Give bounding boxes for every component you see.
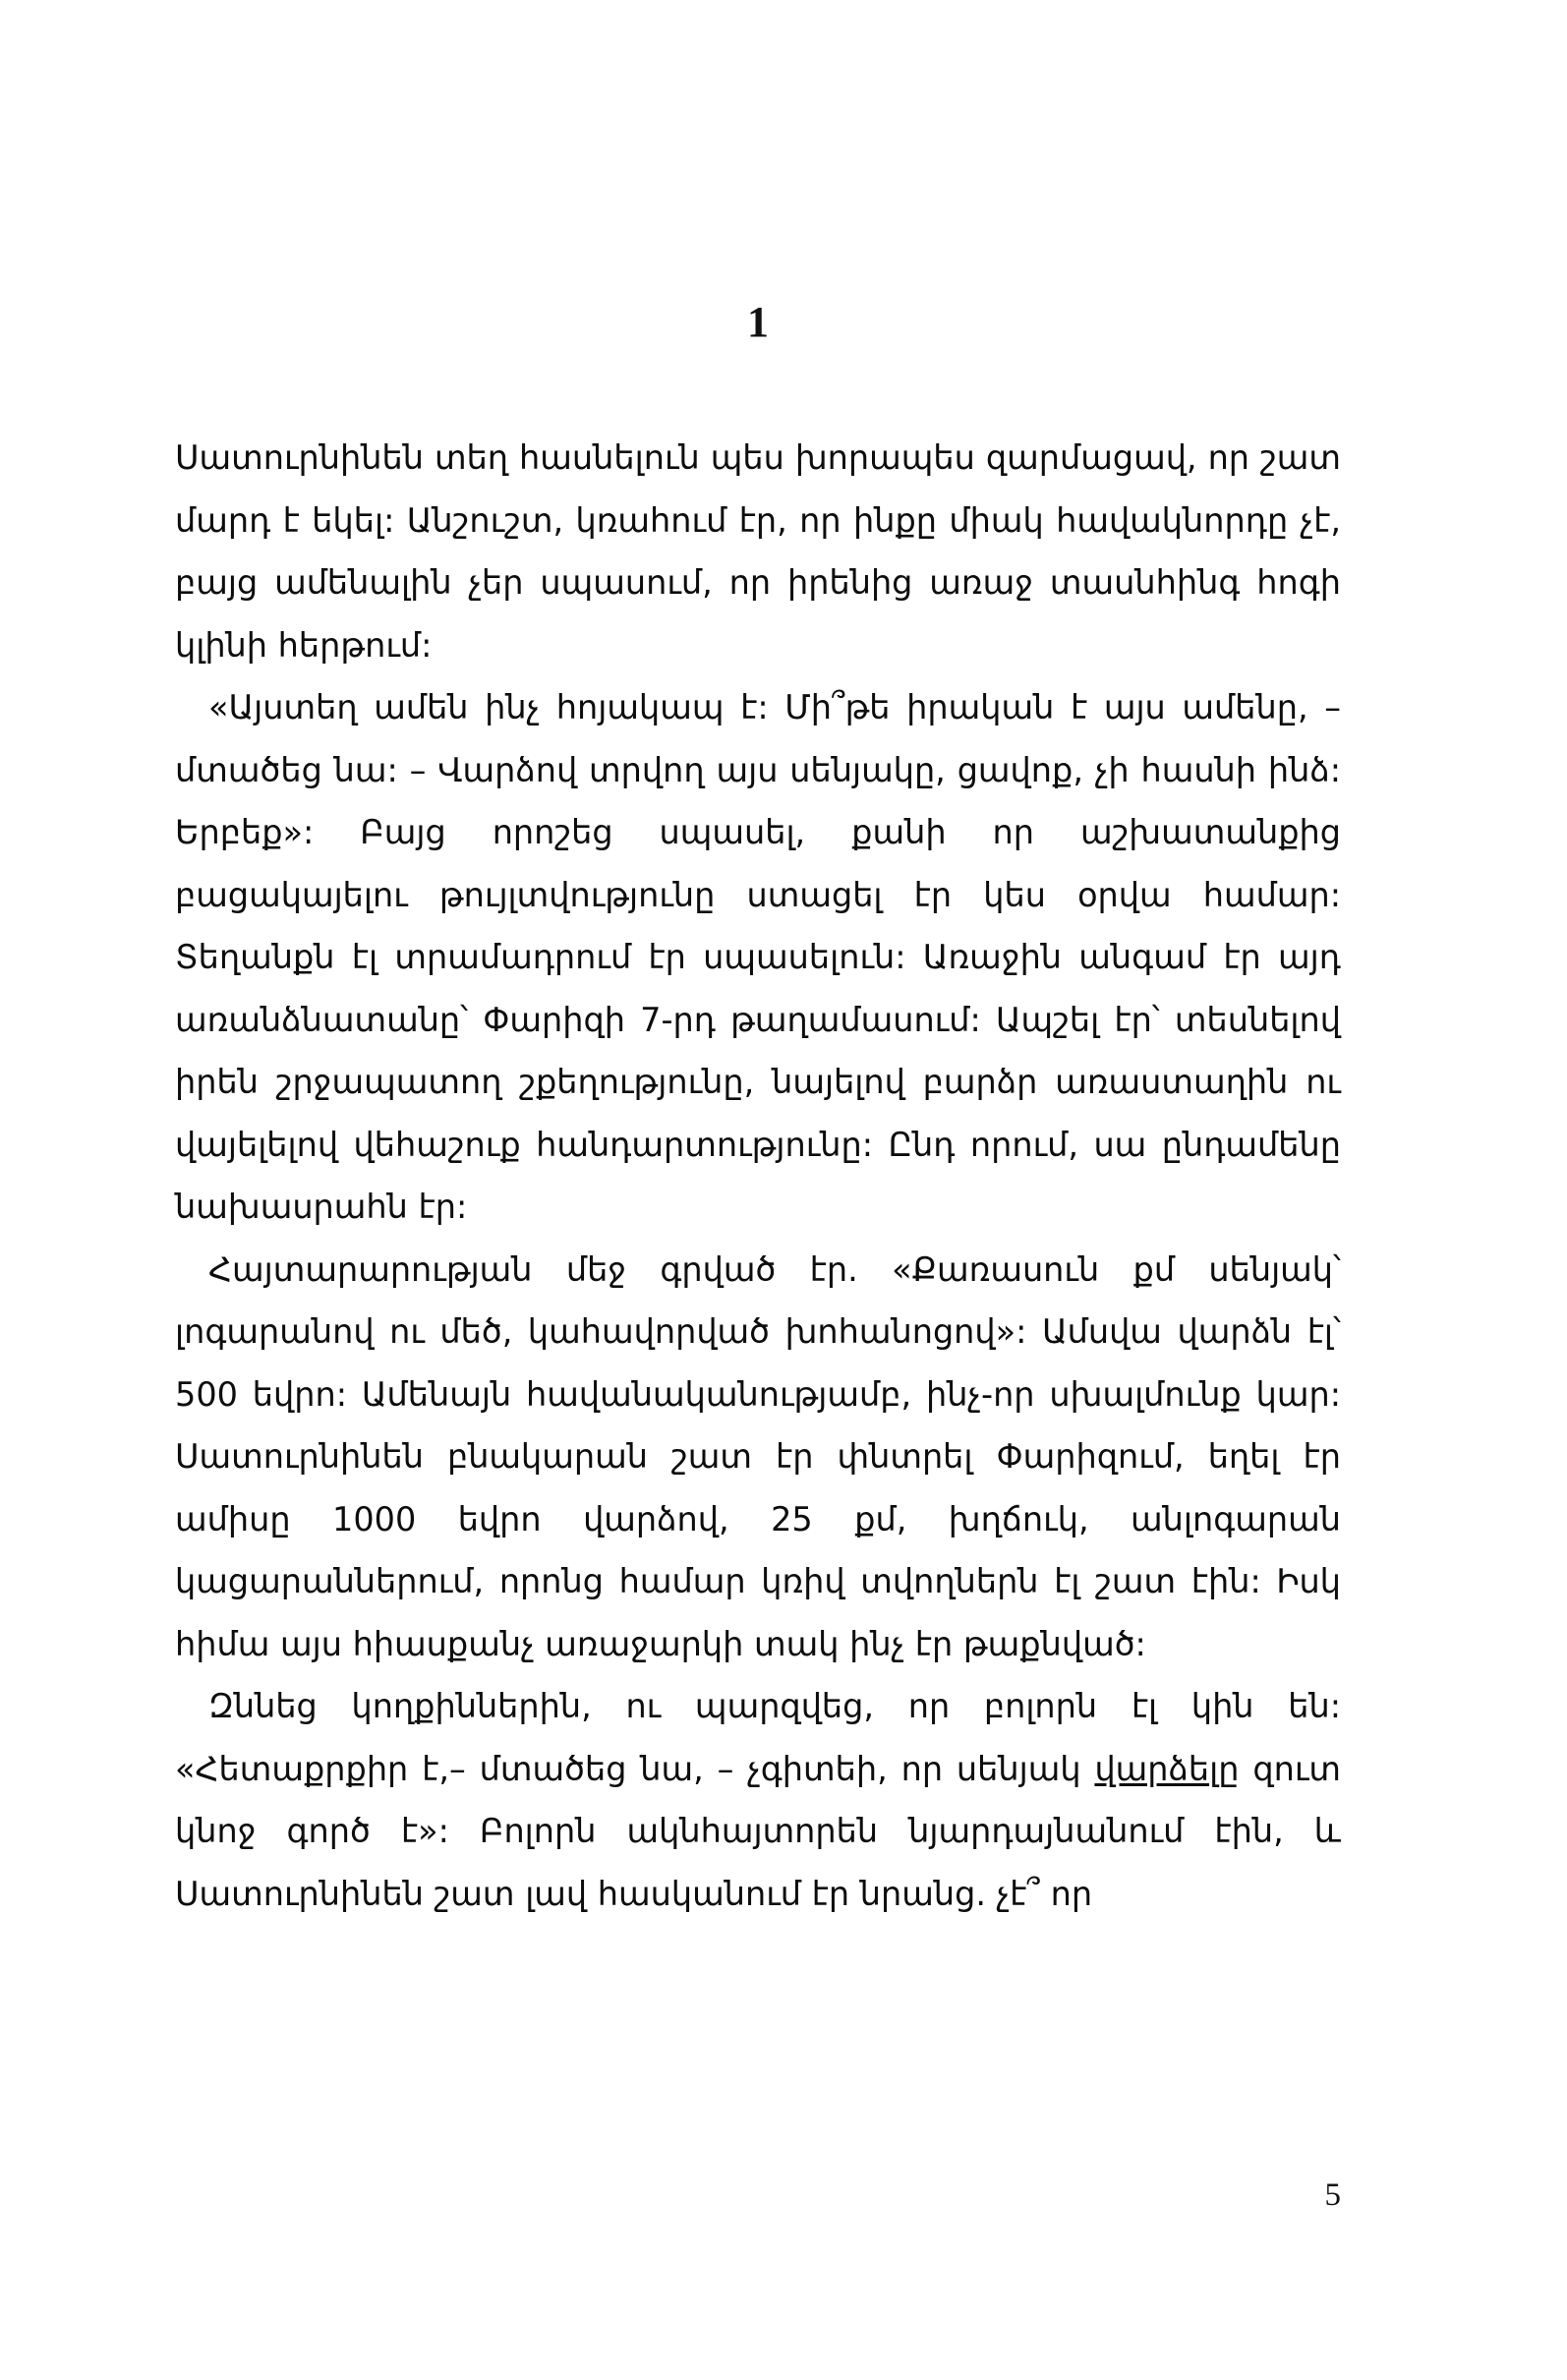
chapter-number-heading: 1 (747, 298, 769, 346)
paragraph-4-text-before-underline: Զննեց կողքիններին, ու պարզվեց, որ բոլորն էլ կին են: «Հետաքրքիր է,– մտածեց նա, – չգիտեի, որ սենյակ (175, 1687, 1341, 1788)
body-text-block (175, 427, 1341, 1925)
paragraph-4 (175, 1675, 1341, 1925)
paragraph-1: Սատուրնինեն տեղ հասնելուն պես խորապես զարմացավ, որ շատ մարդ է եկել: Անշուշտ, կռահում էր, որ ինքը միակ հավակնորդը չէ, բայց ամենալին չեր սպասում, որ իրենից առաջ տասնհինգ հոգի կլինի հերթում: (175, 438, 1341, 665)
page-number: 5 (1324, 2177, 1341, 2213)
underlined-word: վարձելը (1094, 1749, 1240, 1788)
page-content-column (175, 0, 1341, 1925)
paragraph-4-text-after-underline: զուտ կնոջ գործ է»: Բոլորն ակնհայտորեն նյարդայնանում էին, և Սատուրնինեն շատ լավ հասկանում էր նրանց. չէ՞ որ (175, 1749, 1341, 1913)
paragraph-2: «Այստեղ ամեն ինչ հոյակապ է: Մի՞թե իրական է այս ամենը, – մտածեց նա: – Վարձով տրվող այս սենյակը, ցավոք, չի հասնի ինձ: Երբեք»: Բայց որոշեց սպասել, քանի որ աշխատանքից բացակայելու թույլտվությունը ստացել էր կես օրվա համար: Տեղանքն էլ տրամադրում էր սպասելուն: Առաջին անգամ էր այդ առանձնատանը՝ Փարիզի 7-րդ թաղամասում: Ապշել էր՝ տեսնելով իրեն շրջապատող շքեղությունը, նայելով բարձր առաստաղին ու վայելելով վեհաշուք հանդարտությունը: Ընդ որում, սա ընդամենը նախասրահն էր: (175, 688, 1341, 1226)
paragraph-3: Հայտարարության մեջ գրված էր. «Քառասուն քմ սենյակ՝ լոգարանով ու մեծ, կահավորված խոհանոցով»: Ամսվա վարձն էլ՝ 500 եվրո: Ամենայն հավանականությամբ, ինչ-որ սխալմունք կար: Սատուրնինեն բնակարան շատ էր փնտրել Փարիզում, եղել էր ամիսը 1000 եվրո վարձով, 25 քմ, խղճուկ, անլոգարան կացարաններում, որոնց համար կռիվ տվողներն էլ շատ էին: Իսկ հիմա այս հիասքանչ առաջարկի տակ ինչ էր թաքնված: (175, 1249, 1341, 1663)
